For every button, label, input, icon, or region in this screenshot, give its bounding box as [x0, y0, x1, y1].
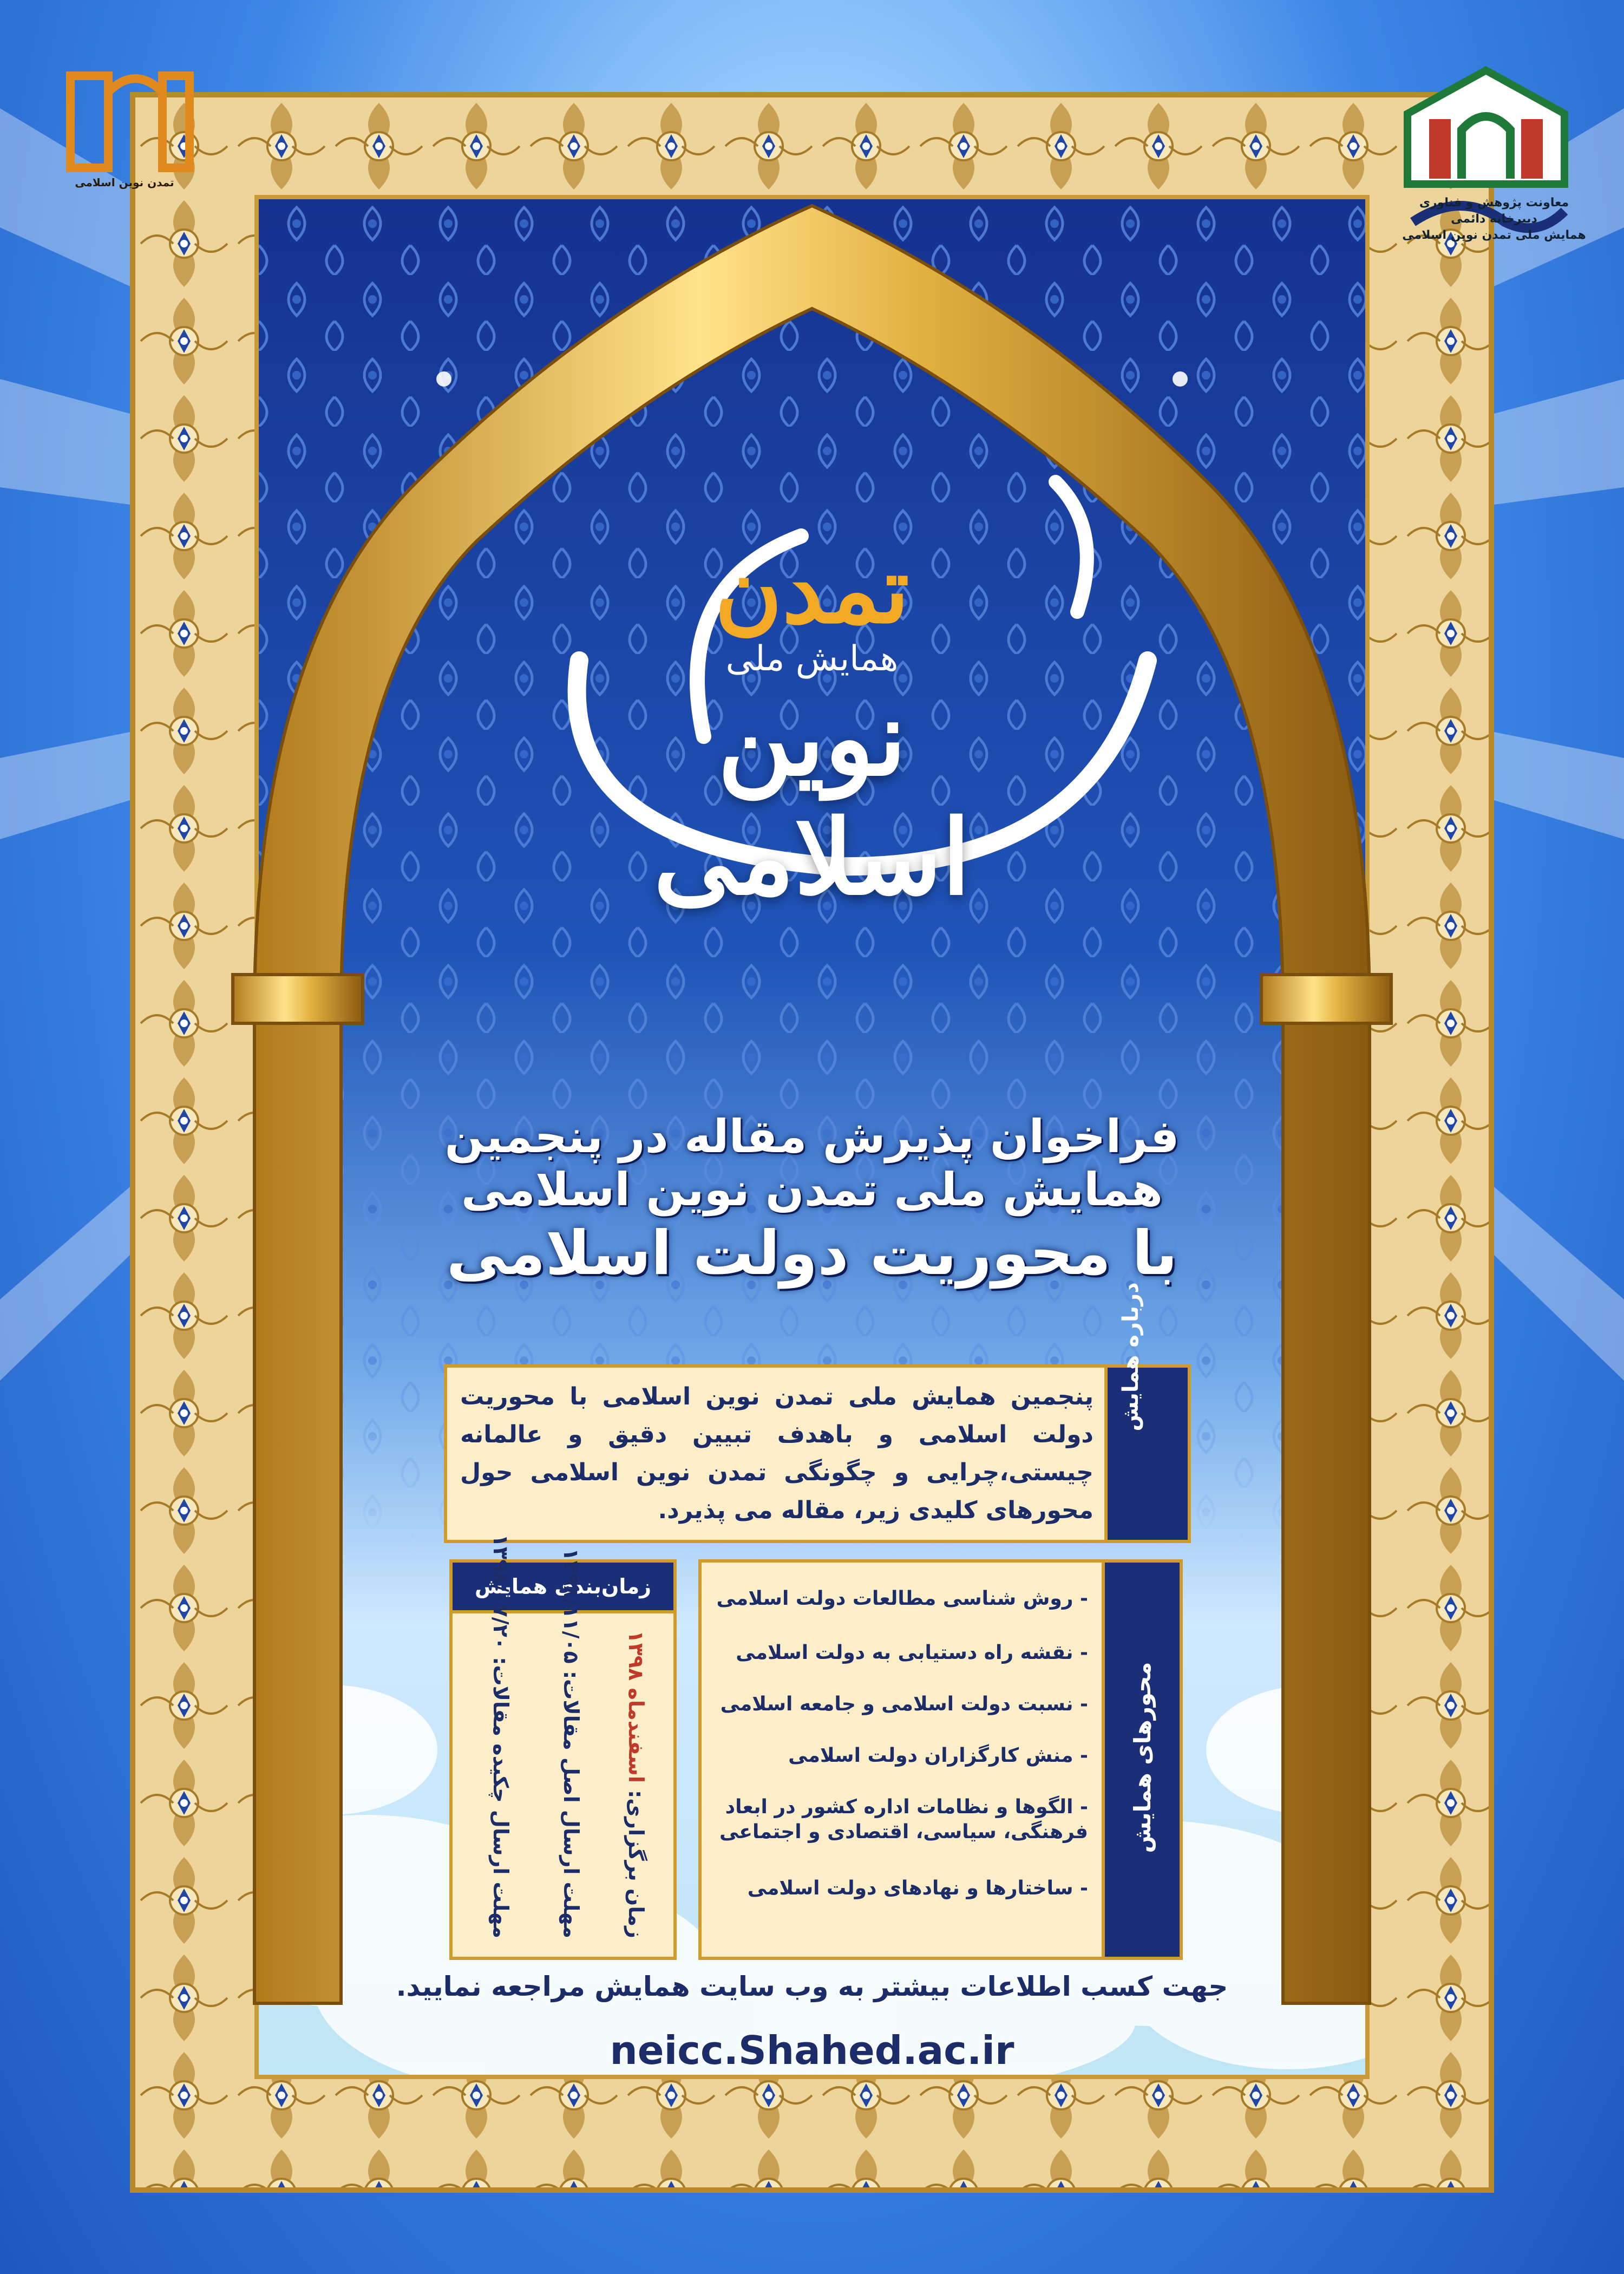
schedule-full: [558, 1548, 585, 1938]
schedule-title: زمان‌بندی همایش: [449, 1559, 677, 1613]
more-info-text: جهت کسب اطلاعات بیشتر به وب سایت همایش مراجعه نمایید.: [396, 1971, 1228, 2002]
logo-line-3: همایش ملی تمدن نوین اسلامی: [1402, 228, 1586, 242]
headline-line-2: با محوریت دولت اسلامی: [446, 1218, 1178, 1289]
logo-line-2: دبیرخانه دائمی: [1451, 212, 1537, 226]
topic-item: - ساختارها و نهادهای دولت اسلامی: [747, 1877, 1088, 1899]
topic-item: - روش شناسی مطالعات دولت اسلامی: [716, 1587, 1088, 1610]
event-label: زمان برگزاری:: [624, 1790, 648, 1938]
topic-item: - نقشه راه دستیابی به دولت اسلامی: [736, 1642, 1088, 1664]
website-url[interactable]: neicc.Shahed.ac.ir: [610, 2028, 1014, 2073]
topics-tab: [1102, 1559, 1183, 1960]
conference-logo-caption: تمدن نوین اسلامی: [75, 176, 174, 189]
abstract-date: ۱۳۹۸/۰۷/۲۰: [489, 1534, 513, 1650]
abstract-label: مهلت ارسال چکیده مقالات:: [489, 1657, 513, 1938]
about-tab: [1104, 1282, 1191, 1543]
shahed-logo-caption: [1386, 195, 1602, 244]
about-tab-label: درباره همایش: [1118, 1282, 1143, 1432]
event-date: اسفندماه ۱۳۹۸: [624, 1630, 648, 1783]
about-text: پنجمین همایش ملی تمدن نوین اسلامی با محوریت دولت اسلامی و باهدف تبیین دقیق و عالمانه چیستی،چرایی و چگونگی تمدن نوین اسلامی حول محورهای کلیدی زیر، مقاله می پذیرد.: [460, 1383, 1093, 1524]
calligraphy-small-line: همایش ملی: [725, 639, 899, 679]
calligraphy-top-word: تمدن: [715, 536, 909, 644]
calligraphy-bottom-word: اسلامی: [653, 797, 971, 918]
schedule-event: [623, 1630, 650, 1938]
full-date: ۱۳۹۸/۱۱/۰۵: [559, 1548, 583, 1664]
topic-item: - منش کارگزاران دولت اسلامی: [788, 1744, 1088, 1767]
logo-line-1: معاونت پژوهش و فناوری: [1419, 196, 1569, 210]
topic-item: - الگوها و نظامات اداره کشور در ابعاد فرهنگی، سیاسی، اقتصادی و اجتماعی: [719, 1796, 1088, 1843]
calligraphy-middle-word: نوین: [717, 678, 907, 799]
topics-tab-label: محورهای همایش: [1129, 1662, 1156, 1853]
full-label: مهلت ارسال اصل مقالات:: [559, 1670, 583, 1938]
calligraphy-title: [563, 536, 1061, 918]
headline-line-1: فراخوان پذیرش مقاله در پنجمین همایش ملی تمدن نوین اسلامی: [444, 1110, 1180, 1216]
schedule-abstract: [487, 1534, 514, 1938]
conference-logo: [60, 60, 200, 195]
topic-item: - نسبت دولت اسلامی و جامعه اسلامی: [720, 1693, 1088, 1715]
